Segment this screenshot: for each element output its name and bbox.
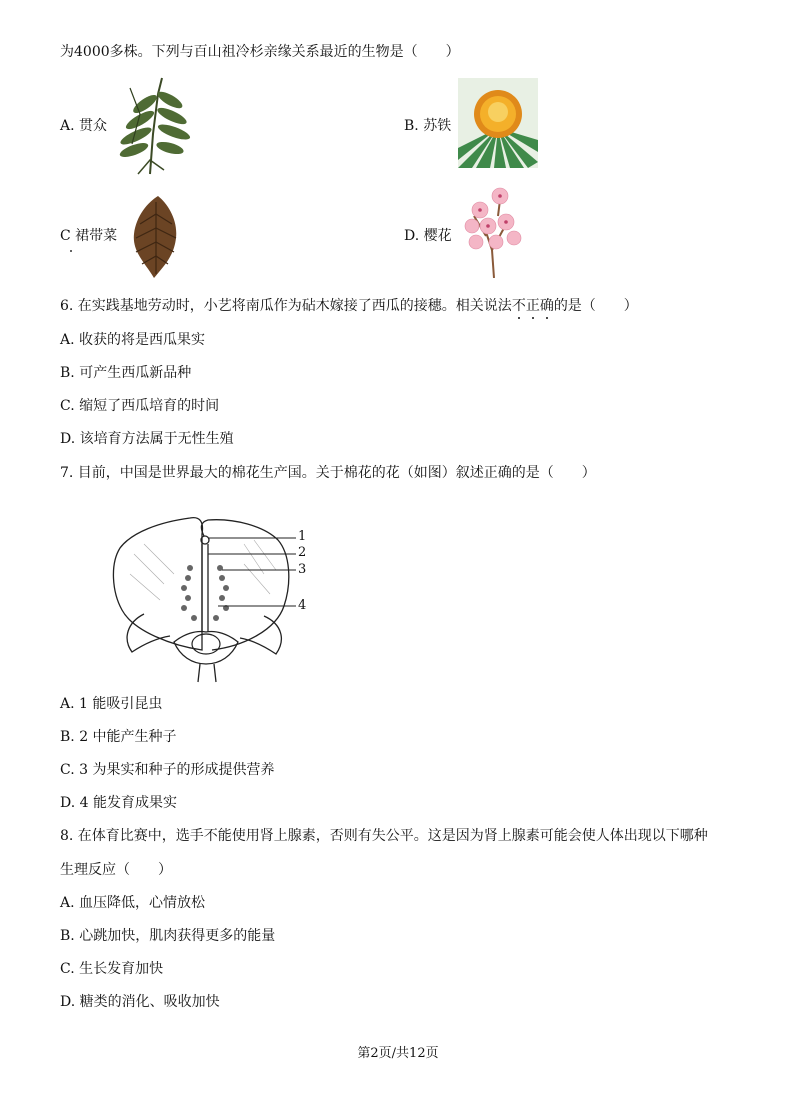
- q8-stem-line1: 8. 在体育比赛中，选手不能使用肾上腺素，否则有失公平。这是因为肾上腺素可能会使人体出现以下哪种: [60, 828, 708, 844]
- q8-option-b: B. 心跳加快，肌肉获得更多的能量: [60, 928, 276, 944]
- page-footer: 第2页/共12页: [357, 1046, 439, 1061]
- cycad-image: [458, 78, 538, 168]
- kelp-image: [128, 194, 182, 278]
- figure-label-3: 3: [298, 562, 307, 577]
- q7-option-a: A. 1 能吸引昆虫: [60, 696, 163, 712]
- q6-option-c: C. 缩短了西瓜培育的时间: [60, 398, 220, 414]
- stray-dot: [70, 250, 72, 252]
- q6-option-d: D. 该培育方法属于无性生殖: [60, 431, 234, 447]
- q5-intro: 为4000多株。下列与百山祖冷杉亲缘关系最近的生物是（ ）: [60, 44, 460, 60]
- q8-option-d: D. 糖类的消化、吸收加快: [60, 994, 220, 1010]
- q8-option-c: C. 生长发育加快: [60, 961, 164, 977]
- q6-stem: [60, 296, 638, 316]
- q5-option-b: B. 苏铁: [404, 118, 452, 134]
- cotton-flower-diagram: [104, 514, 324, 686]
- figure-label-4: 4: [298, 598, 307, 613]
- q6-emph-2: 正: [525, 298, 540, 314]
- q5-option-d: D. 樱花: [404, 228, 452, 244]
- figure-label-1: 1: [298, 529, 307, 544]
- cherry-blossom-image: [458, 186, 524, 278]
- q8-stem-line2: 生理反应（ ）: [60, 862, 172, 878]
- q6-emph-1: 不: [511, 298, 526, 314]
- q5-option-c: C 裙带菜: [60, 228, 118, 244]
- q7-option-c: C. 3 为果实和种子的形成提供营养: [60, 762, 275, 778]
- q7-stem: 7. 目前，中国是世界最大的棉花生产国。关于棉花的花（如图）叙述正确的是（ ）: [60, 465, 596, 481]
- fern-image: [110, 74, 196, 176]
- q6-stem-pre: 6. 在实践基地劳动时，小艺将南瓜作为砧木嫁接了西瓜的接穗。相关说法: [60, 298, 512, 314]
- q7-option-d: D. 4 能发育成果实: [60, 795, 177, 811]
- figure-label-2: 2: [298, 545, 307, 560]
- q7-option-b: B. 2 中能产生种子: [60, 729, 177, 745]
- q8-option-a: A. 血压降低，心情放松: [60, 895, 206, 911]
- q6-emph-3: 确: [539, 298, 554, 314]
- q5-option-a: A. 贯众: [60, 118, 108, 134]
- q6-option-a: A. 收获的将是西瓜果实: [60, 332, 206, 348]
- q6-option-b: B. 可产生西瓜新品种: [60, 365, 192, 381]
- q6-stem-post: 的是（ ）: [553, 298, 638, 314]
